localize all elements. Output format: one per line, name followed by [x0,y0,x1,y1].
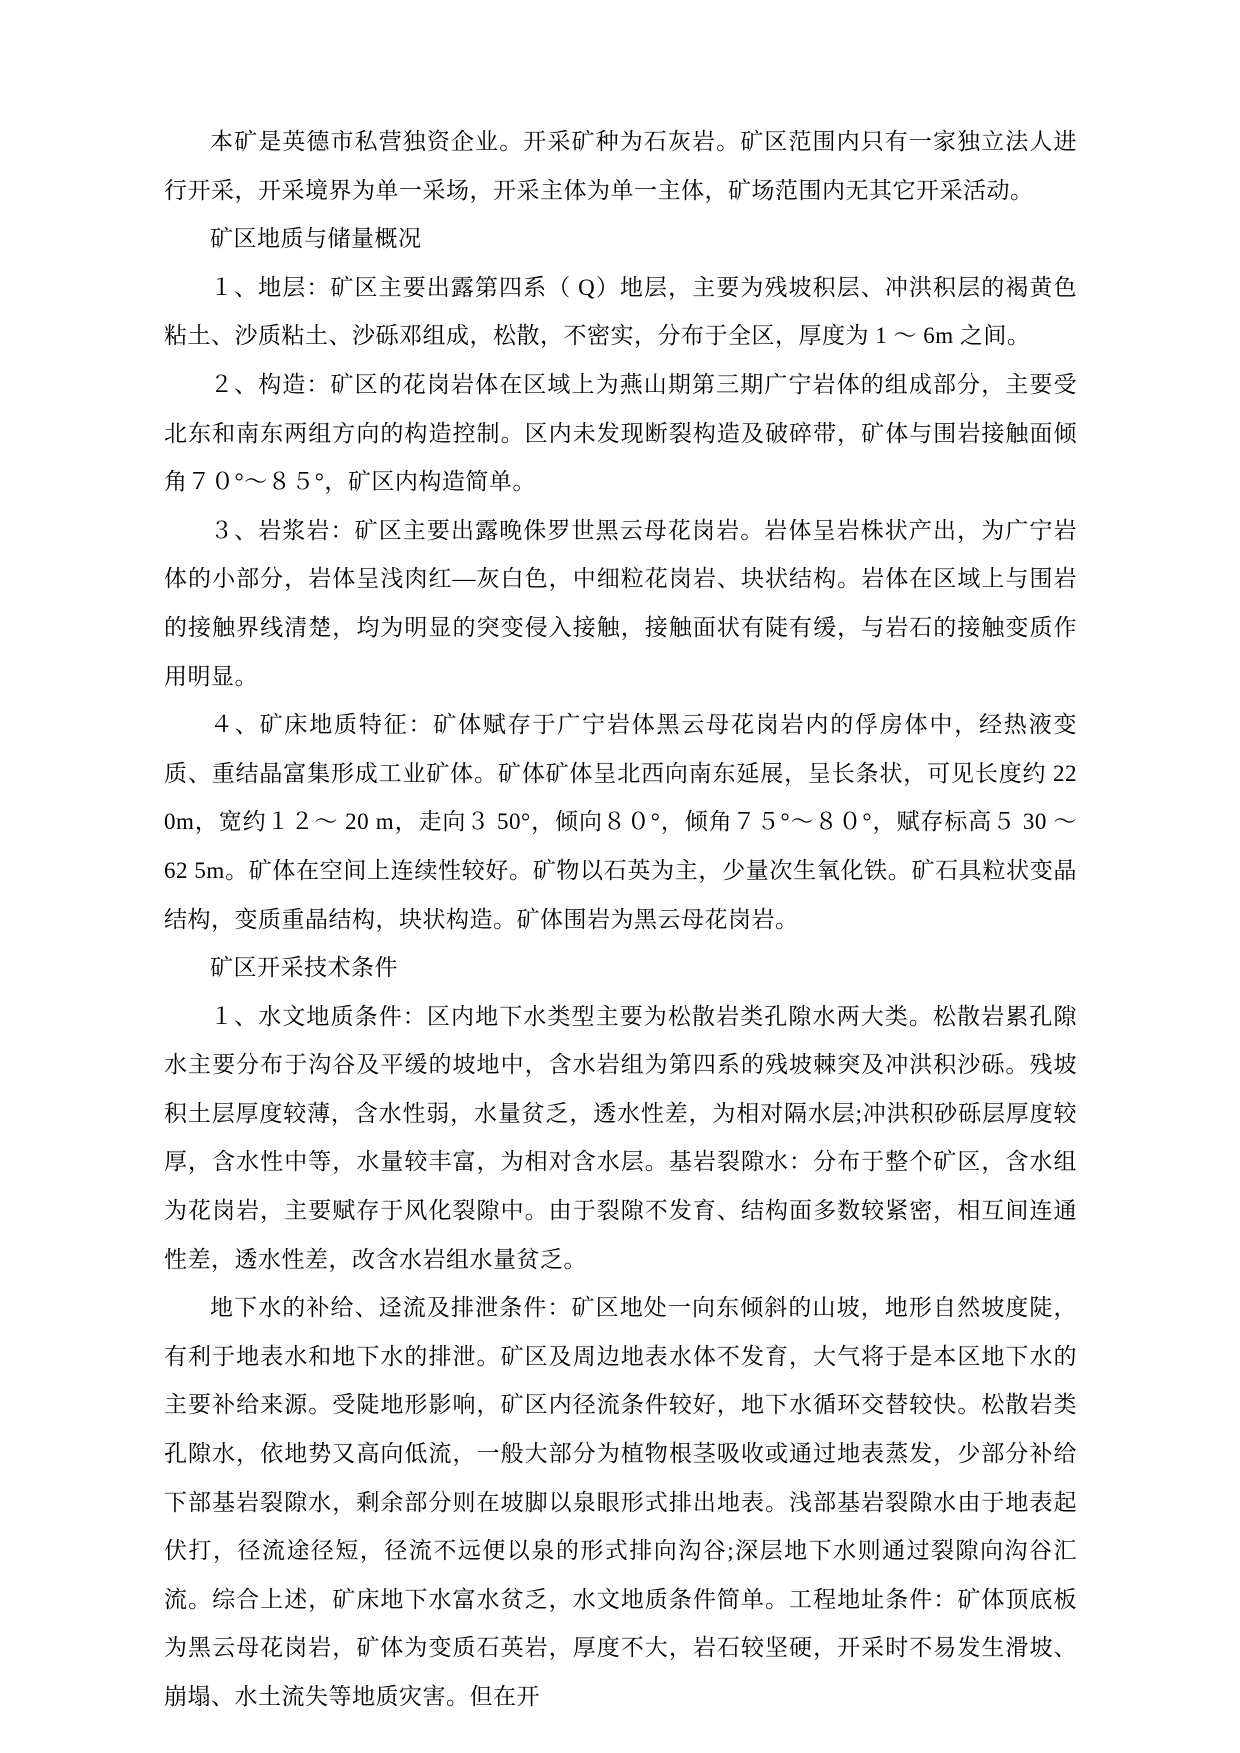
section-heading: 矿区开采技术条件 [210,955,398,981]
paragraph: ２、构造：矿区的花岗岩体在区域上为燕山期第三期广宁岩体的组成部分，主要受北东和南东两组方向的构造控制。区内未发现断裂构造及破碎带，矿体与围岩接触面倾角７０°～８５°，矿区内构造简单。 [164,371,1077,495]
paragraph: １、水文地质条件：区内地下水类型主要为松散岩类孔隙水两大类。松散岩累孔隙水主要分布于沟谷及平缓的坡地中，含水岩组为第四系的残坡棘突及冲洪积沙砾。残坡积土层厚度较薄，含水性弱，水量贫乏，透水性差，为相对隔水层;冲洪积砂砾层厚度较厚，含水性中等，水量较丰富，为相对含水层。基岩裂隙水：分布于整个矿区，含水组为花岗岩，主要赋存于风化裂隙中。由于裂隙不发育、结构面多数较紧密，相互间连通性差，透水性差，改含水岩组水量贫乏。 [164,1003,1077,1272]
paragraph: ４、矿床地质特征：矿体赋存于广宁岩体黑云母花岗岩内的俘房体中，经热液变质、重结晶富集形成工业矿体。矿体矿体呈北西向南东延展，呈长条状，可见长度约 22 0m，宽约１２～ 20 m，走向３ 50°，倾向８０°，倾角７５°～８０°，赋存标高５ 30 ～ 62 5m。矿体在空间上连续性较好。矿物以石英为主，少量次生氧化铁。矿石具粒状变晶结构，变质重晶结构，块状构造。矿体围岩为黑云母花岗岩。 [164,712,1077,932]
paragraph: １、地层：矿区主要出露第四系（ Q）地层，主要为残坡积层、冲洪积层的褐黄色粘土、沙质粘土、沙砾邓组成，松散，不密实，分布于全区，厚度为 1 ～ 6m 之间。 [164,274,1077,349]
document-body [164,118,1077,1722]
paragraph: ３、岩浆岩：矿区主要出露晚侏罗世黑云母花岗岩。岩体呈岩株状产出，为广宁岩体的小部分，岩体呈浅肉红—灰白色，中细粒花岗岩、块状结构。岩体在区域上与围岩的接触界线清楚，均为明显的突变侵入接触，接触面状有陡有缓，与岩石的接触变质作用明显。 [164,517,1077,689]
paragraph: 地下水的补给、迳流及排泄条件：矿区地处一向东倾斜的山坡，地形自然坡度陡，有利于地表水和地下水的排泄。矿区及周边地表水体不发育，大气将于是本区地下水的主要补给来源。受陡地形影响，矿区内径流条件较好，地下水循环交替较快。松散岩类孔隙水，依地势又高向低流，一般大部分为植物根茎吸收或通过地表蒸发，少部分补给下部基岩裂隙水，剩余部分则在坡脚以泉眼形式排出地表。浅部基岩裂隙水由于地表起伏打，径流途径短，径流不远便以泉的形式排向沟谷;深层地下水则通过裂隙向沟谷汇流。综合上述，矿床地下水富水贫乏，水文地质条件简单。工程地址条件：矿体顶底板为黑云母花岗岩，矿体为变质石英岩，厚度不大，岩石较坚硬，开采时不易发生滑坡、崩塌、水土流失等地质灾害。但在开 [164,1295,1077,1709]
paragraph: 本矿是英德市私营独资企业。开采矿种为石灰岩。矿区范围内只有一家独立法人进行开采，开采境界为单一采场，开采主体为单一主体，矿场范围内无其它开采活动。 [164,129,1077,203]
section-heading: 矿区地质与储量概况 [210,226,422,252]
